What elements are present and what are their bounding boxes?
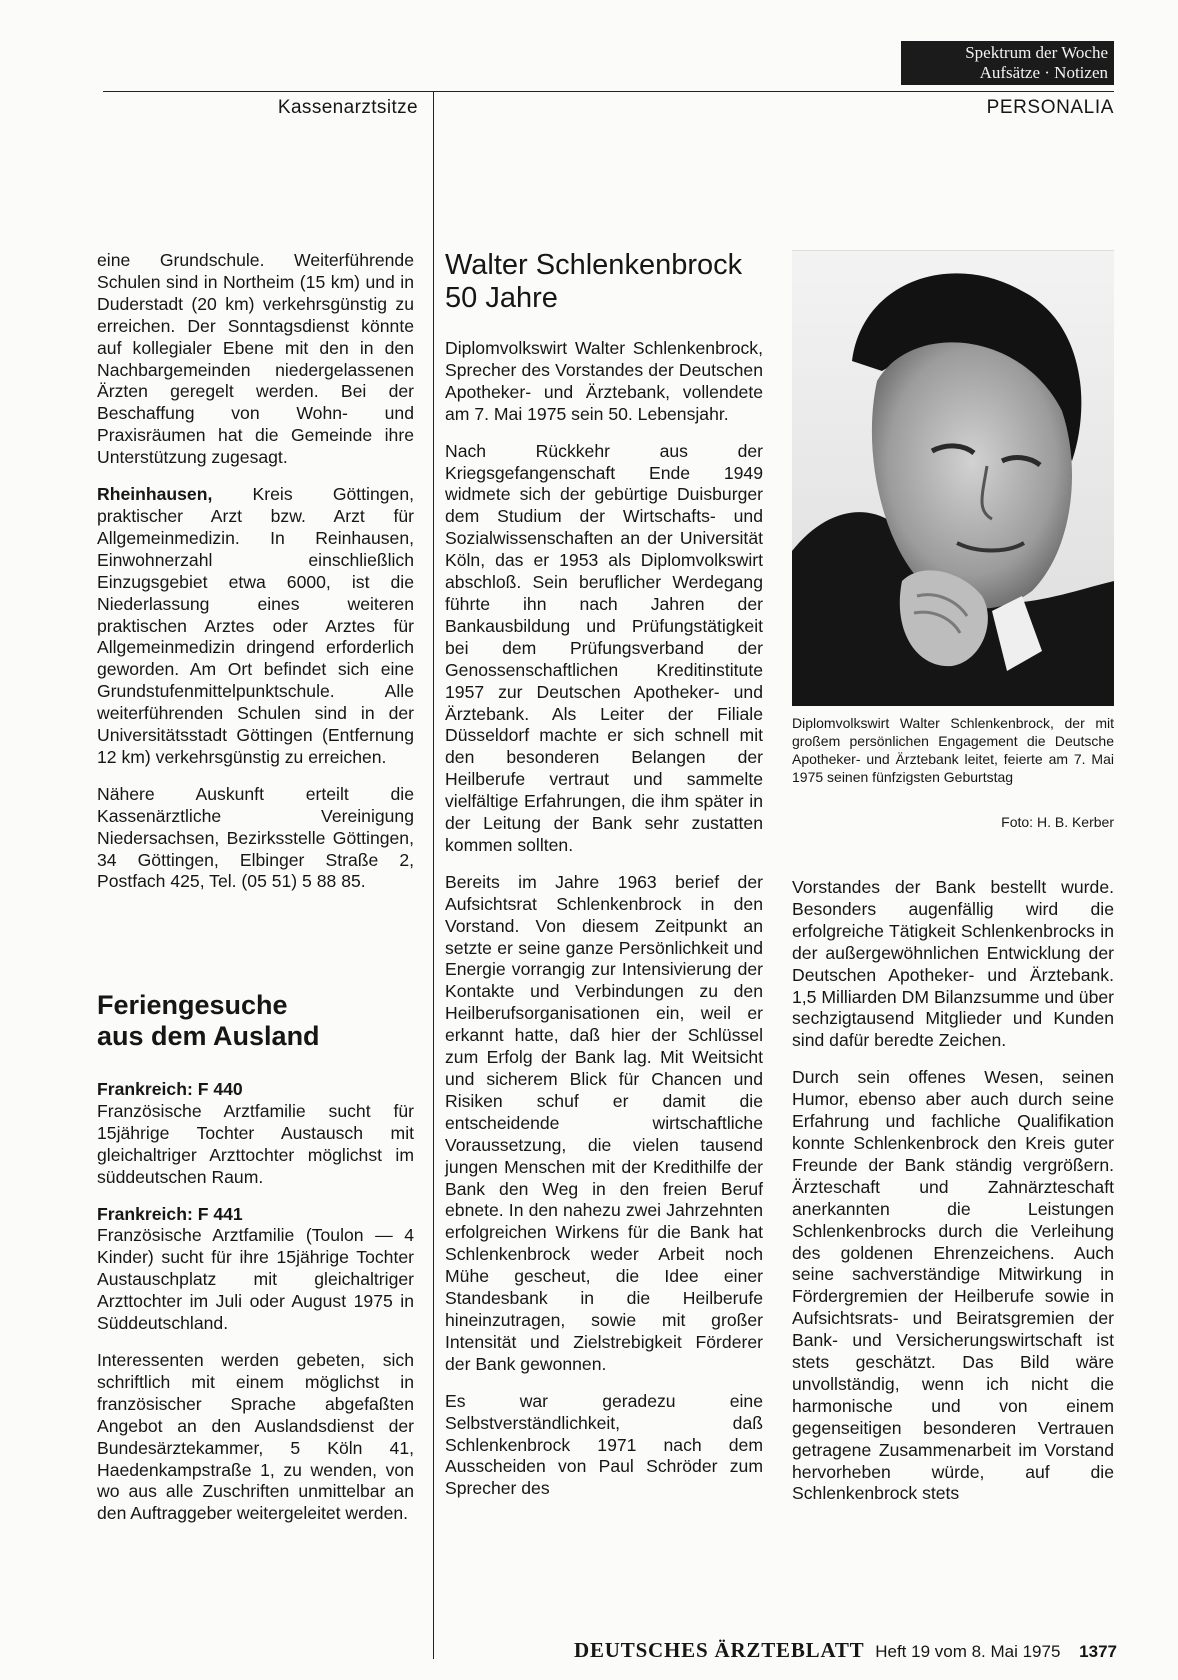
- listing-text: Französische Arztfamilie (Toulon — 4 Kinder) sucht für ihre 15jährige Tochter Austauschplatz mit gleichaltriger Arzttochter im Juli oder August 1975 in Süddeutschland.: [97, 1225, 414, 1334]
- paragraph: Es war geradezu eine Selbstverständlichkeit, daß Schlenkenbrock 1971 nach dem Ausscheiden von Paul Schröder zum Sprecher des: [445, 1390, 763, 1499]
- place-name: Rheinhausen,: [97, 484, 213, 505]
- listing-text: Französische Arztfamilie sucht für 15jährige Tochter Austausch mit gleichaltriger Arzttochter möglichst im süddeutschen Raum.: [97, 1100, 414, 1187]
- listing-heading: Frankreich: F 441: [97, 1203, 243, 1224]
- listing-f440: [97, 1079, 414, 1189]
- journal-name: DEUTSCHES ÄRZTEBLATT: [574, 1638, 865, 1662]
- paragraph: Durch sein offenes Wesen, seinen Humor, ebenso aber auch durch seine Erfahrung und fachliche Qualifikation konnte Schlenkenbrock den Kreis guter Freunde der Bank ständig vergrößern. Ärzteschaft und Zahnärzteschaft anerkannten die Leistungen Schlenkenbrocks durch die Verleihung des goldenen Ehrenzeichens. Auch seine sachverständige Mitwirkung in Fördergremien der Heilberufe sowie in Aufsichtsrats- und Beiratsgremien der Bank- und Versicherungswirtschaft ist stets geschätzt. Das Bild wäre unvollständig, wenn ich nicht die harmonische und von einem gegenseitigen besonderen Vertrauen getragene Zusammenarbeit im Vorstand hervorheben würde, auf die Schlenkenbrock stets: [792, 1067, 1114, 1504]
- paragraph: Nach Rückkehr aus der Kriegsgefangenschaft Ende 1949 widmete sich der gebürtige Duisburger dem Studium der Wirtschafts- und Sozialwissenschaften an der Universität Köln, das er 1953 als Diplomvolkswirt abschloß. Sein beruflicher Werdegang führte ihn nach Jahren der Bankausbildung und Prüfungstätigkeit bei dem Prüfungsverband der Genossenschaftlichen Kreditinstitute 1957 zur Deutschen Apotheker- und Ärztebank. Als Leiter der Filiale Düsseldorf machte er sich schnell mit den besonderen Belangen der Heilberufe vertraut und sammelte vielfältige Erfahrungen, die ihm später in der Leitung der Bank sehr zustatten kommen sollten.: [445, 440, 763, 855]
- badge-line-1: Spektrum der Woche: [965, 43, 1108, 62]
- paragraph: Diplomvolkswirt Walter Schlenkenbrock, Sprecher des Vorstandes der Deutschen Apotheker- und Ärztebank, vollendete am 7. Mai 1975 sein 50. Lebensjahr.: [445, 338, 763, 424]
- header-rule: [103, 91, 1114, 92]
- column-divider: [433, 91, 434, 1659]
- portrait-illustration: [792, 251, 1114, 706]
- title-line-2: 50 Jahre: [445, 282, 558, 314]
- heading-line-1: Feriengesuche: [97, 990, 288, 1020]
- listing-f441: [97, 1204, 414, 1335]
- article-column-middle: [445, 338, 763, 1515]
- heading-line-2: aus dem Ausland: [97, 1021, 320, 1051]
- badge-line-2: Aufsätze · Notizen: [979, 63, 1108, 82]
- paragraph-text: Kreis Göttingen, praktischer Arzt bzw. Arzt für Allgemeinmedizin. In Reinhausen, Einwohnerzahl einschließlich Einzugsgebiet etwa 6000, ist die Niederlassung eines weiteren praktischen Arztes oder Arztes für Allgemeinmedizin dringend erforderlich geworden. Am Ort befindet sich eine Grundstufenmittelpunktschule. Alle weiterführenden Schulen sind in der Universitätsstadt Göttingen (Entfernung 12 km) verkehrsgünstig zu erreichen.: [97, 484, 414, 767]
- article-title: [445, 249, 775, 315]
- paragraph: Nähere Auskunft erteilt die Kassenärztliche Vereinigung Niedersachsen, Bezirksstelle Göttingen, 34 Göttingen, Elbinger Straße 2, Postfach 425, Tel. (05 51) 5 88 85.: [97, 783, 414, 892]
- section-heading-feriengesuche: [97, 990, 414, 1052]
- right-section-label: PERSONALIA: [986, 97, 1114, 118]
- article-column-right: [792, 877, 1114, 1520]
- photo-credit: Foto: H. B. Kerber: [1001, 814, 1114, 830]
- paragraph: Bereits im Jahre 1963 berief der Aufsichtsrat Schlenkenbrock in den Vorstand. Von diesem Zeitpunkt an setzte er seine ganze Persönlichkeit und Energie vorrangig zur Intensivierung der Kontakte und Verbindungen zu den Heilberufsorganisationen ein, weil er erkannt hatte, daß hier der Schlüssel zum Erfolg der Bank lag. Mit Weitsicht und sicherem Blick für Chancen und Risiken schuf er damit die entscheidende wirtschaftliche Voraussetzung, die vielen tausend jungen Menschen mit der Kredithilfe der Bank den Weg in den freien Beruf ebnete. In den nahezu zwei Jahrzehnten erfolgreichen Wirkens für die Bank hat Schlenkenbrock weder Arbeit noch Mühe gescheut, die Idee einer Standesbank in die Heilberufe hineinzutragen, sowie mit großer Intensität und Zielstrebigkeit Förderer der Bank gewonnen.: [445, 871, 763, 1374]
- left-column-kassenarztsitze: [97, 250, 414, 908]
- left-section-label: Kassenarztsitze: [277, 97, 418, 118]
- listing-heading: Frankreich: F 440: [97, 1079, 243, 1099]
- page-number: 1377: [1079, 1642, 1117, 1661]
- section-badge: [901, 41, 1114, 85]
- issue-info: Heft 19 vom 8. Mai 1975: [875, 1642, 1061, 1661]
- page-footer: [497, 1638, 1117, 1663]
- paragraph: Interessenten werden gebeten, sich schriftlich mit einem möglichst in französischer Sprache abgefaßten Angebot an den Auslandsdienst der Bundesärztekammer, 5 Köln 41, Haedenkampstraße 1, zu wenden, von wo aus alle Zuschriften unmittelbar an den Auftraggeber weitergeleitet werden.: [97, 1349, 414, 1524]
- portrait-photo: [792, 250, 1114, 706]
- title-line-1: Walter Schlenkenbrock: [445, 249, 743, 281]
- paragraph: [97, 484, 414, 769]
- paragraph: Vorstandes der Bank bestellt wurde. Besonders augenfällig wird die erfolgreiche Tätigkeit Schlenkenbrocks in der außergewöhnlichen Entwicklung der Deutschen Apotheker- und Ärztebank. 1,5 Milliarden DM Bilanzsumme und über sechzigtausend Mitglieder und Kunden sind dafür beredte Zeichen.: [792, 877, 1114, 1051]
- left-column-feriengesuche: [97, 1079, 414, 1540]
- paragraph: eine Grundschule. Weiterführende Schulen sind in Northeim (15 km) und in Duderstadt (20 km) verkehrsgünstig zu erreichen. Der Sonntagsdienst könnte auf kollegialer Ebene mit den in den Nachbargemeinden niedergelassenen Ärzten geregelt werden. Bei der Beschaffung von Wohn- und Praxisräumen hat die Gemeinde ihre Unterstützung zugesagt.: [97, 250, 414, 468]
- photo-caption: Diplomvolkswirt Walter Schlenkenbrock, der mit großem persönlichen Engagement die Deutsche Apotheker- und Ärztebank leitet, feierte am 7. Mai 1975 seinen fünfzigsten Geburtstag: [792, 715, 1114, 786]
